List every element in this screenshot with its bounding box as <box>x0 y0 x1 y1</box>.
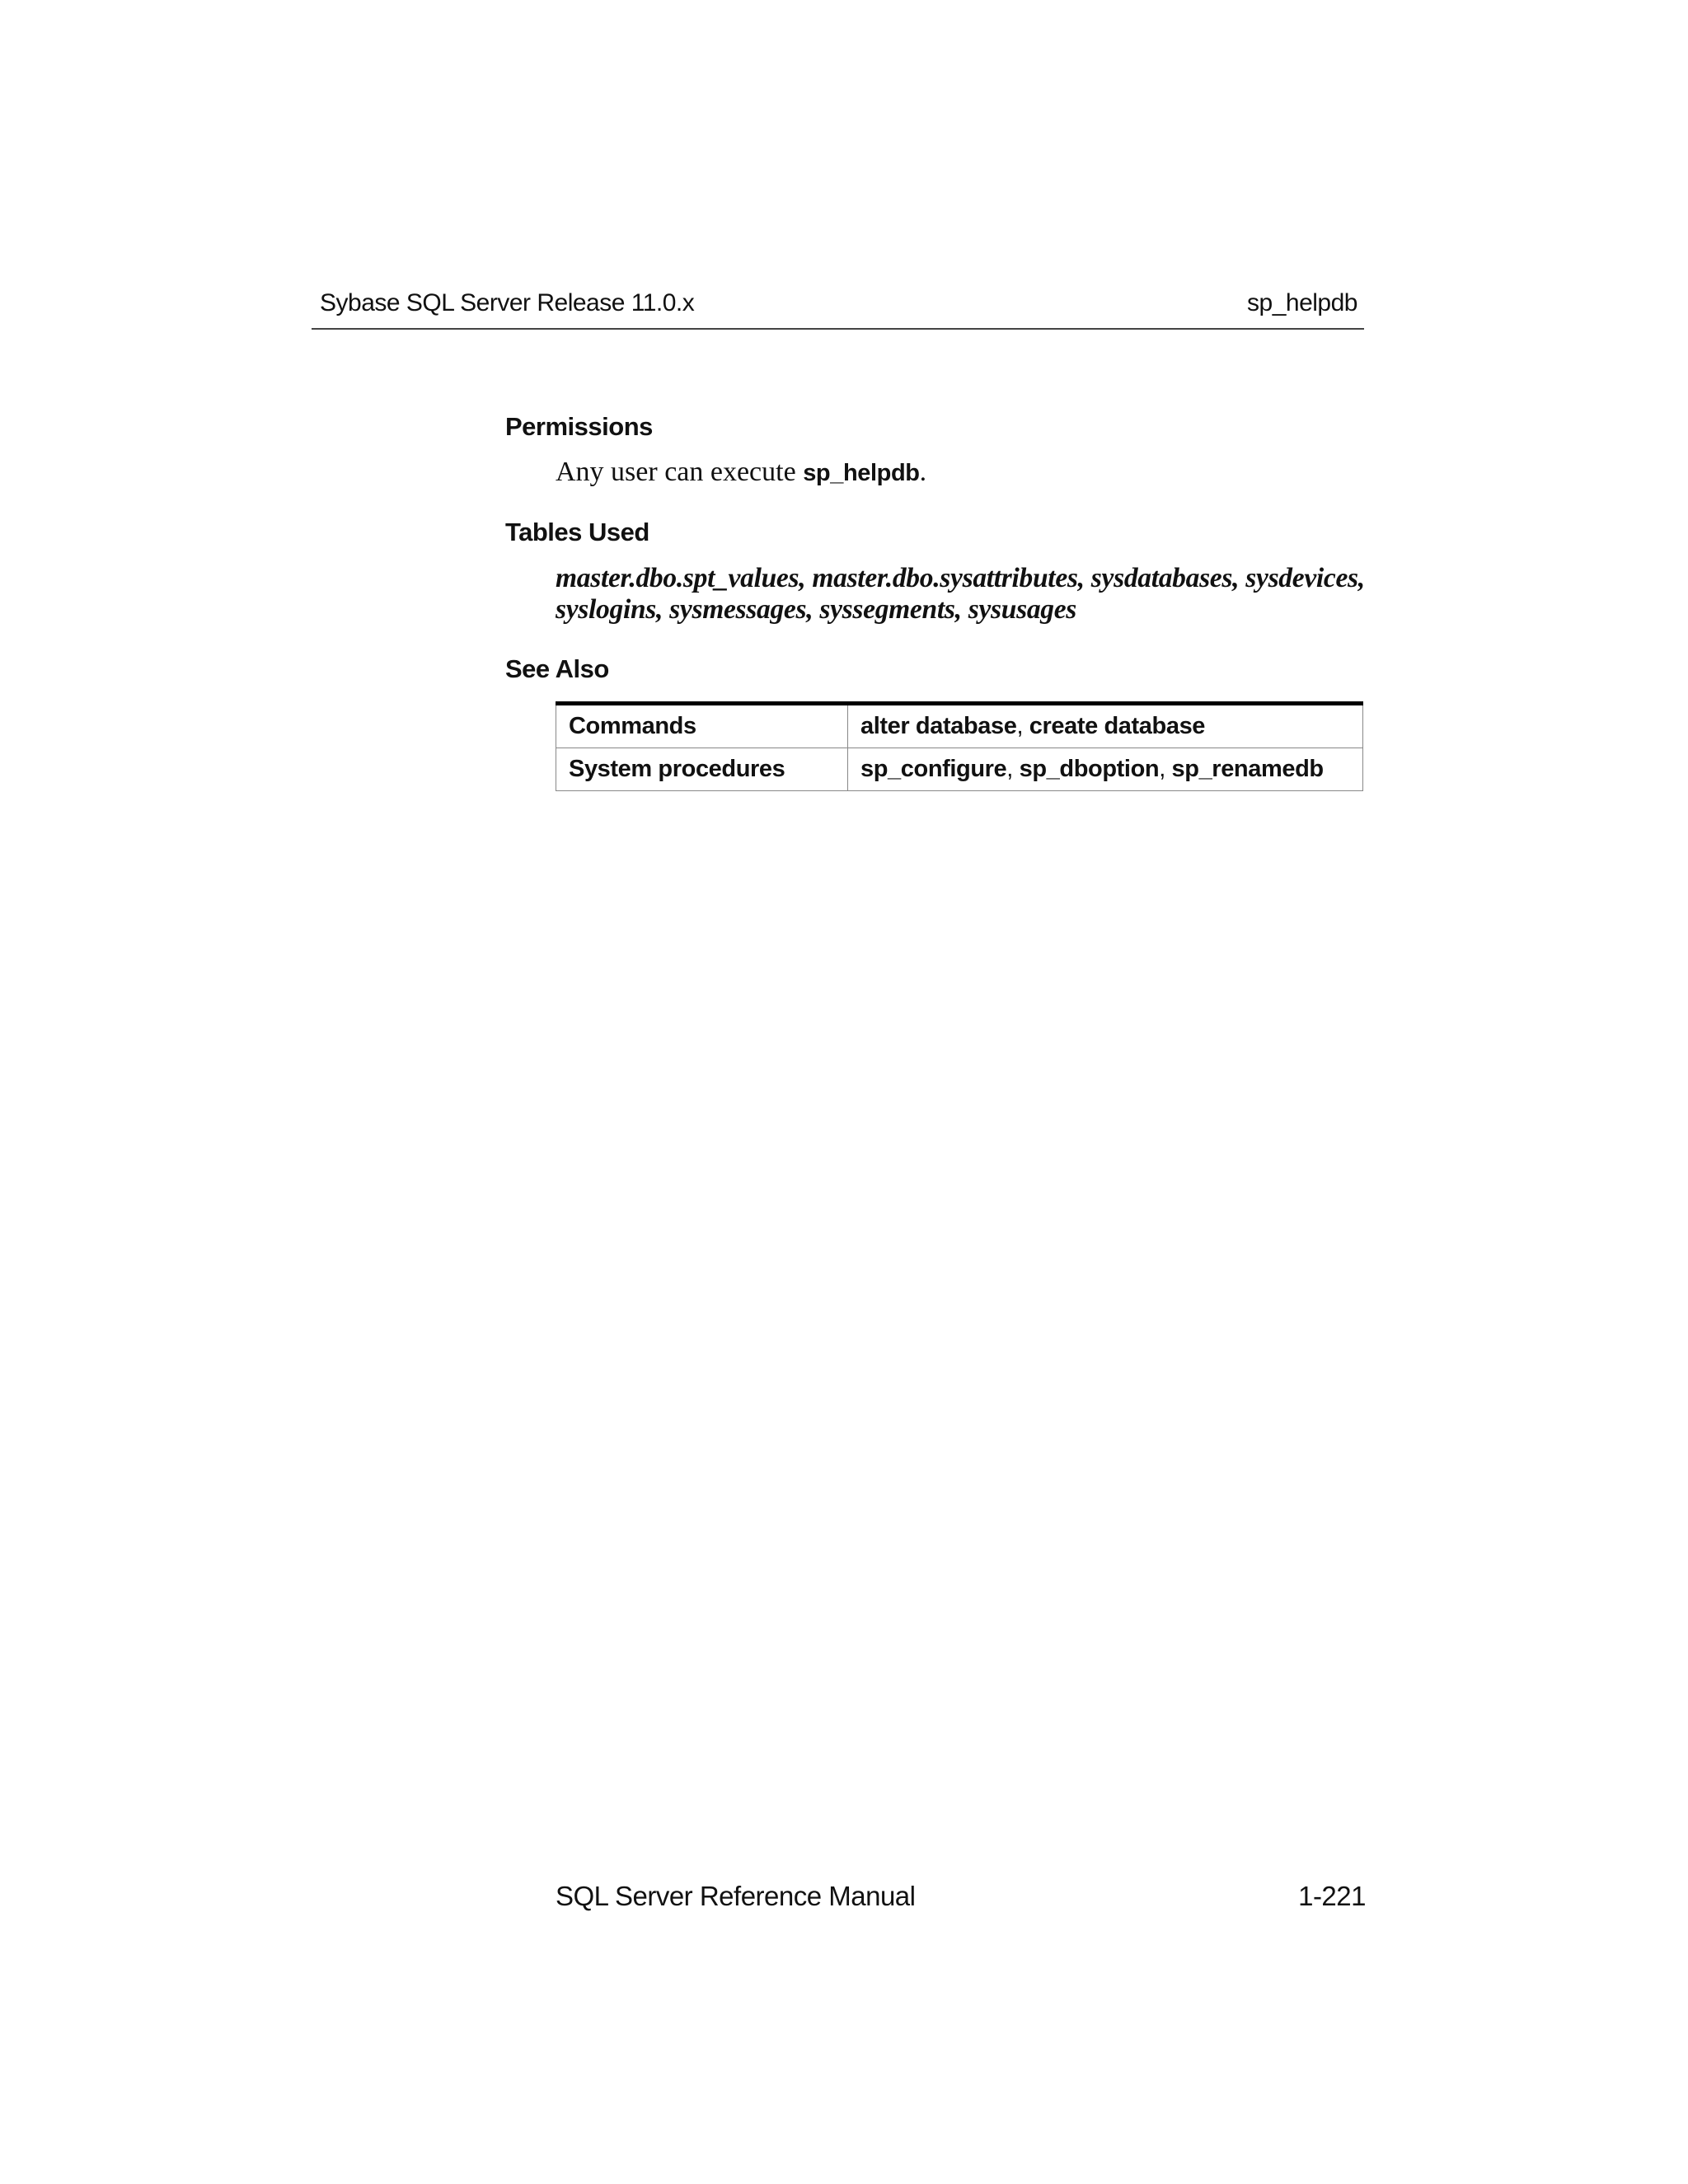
see-also-category: Commands <box>556 704 848 748</box>
permissions-heading: Permissions <box>505 412 653 441</box>
footer-page-number: 1-221 <box>1298 1881 1366 1911</box>
see-also-heading: See Also <box>505 654 609 683</box>
see-also-item: sp_renamedb <box>1171 756 1324 782</box>
tables-used-list <box>556 563 1367 626</box>
see-also-item: sp_configure <box>860 756 1007 782</box>
footer-manual-title: SQL Server Reference Manual <box>556 1881 916 1911</box>
see-also-table <box>556 701 1363 791</box>
see-also-items <box>848 748 1363 791</box>
see-also-items <box>848 704 1363 748</box>
tables-used-heading: Tables Used <box>505 518 649 546</box>
tables-used-line-2: syslogins, sysmessages, syssegments, sysusages <box>556 594 1077 625</box>
separator: , <box>1016 713 1029 739</box>
table-row <box>556 704 1363 748</box>
header-rule <box>312 328 1364 330</box>
permissions-text <box>556 457 926 488</box>
tables-used-line-1: master.dbo.spt_values, master.dbo.sysattributes, sysdatabases, sysdevices, <box>556 563 1365 593</box>
running-header-topic: sp_helpdb <box>1247 289 1357 316</box>
see-also-item: alter database <box>860 713 1017 739</box>
see-also-item: sp_dboption <box>1019 756 1160 782</box>
permissions-code: sp_helpdb <box>803 460 920 486</box>
see-also-item: create database <box>1029 713 1206 739</box>
running-header-title: Sybase SQL Server Release 11.0.x <box>320 289 695 316</box>
permissions-period: . <box>919 457 927 487</box>
table-row <box>556 748 1363 791</box>
separator: , <box>1159 756 1172 782</box>
separator: , <box>1006 756 1020 782</box>
see-also-category: System procedures <box>556 748 848 791</box>
permissions-sentence: Any user can execute <box>556 457 804 487</box>
